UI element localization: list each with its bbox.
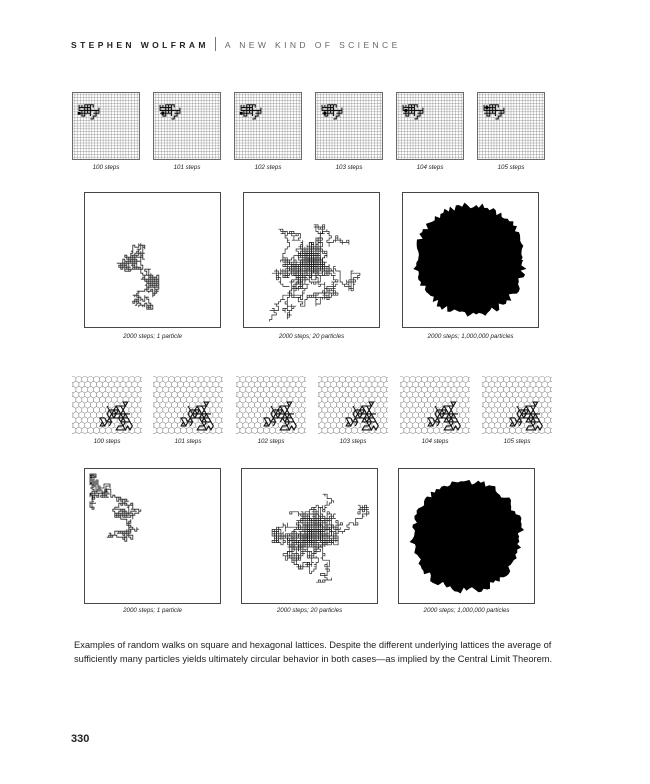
square-particles-panel-20-plot <box>243 192 380 328</box>
hex-step-panel-101-plot <box>153 376 223 434</box>
square-step-panel-101-label: 101 steps <box>173 164 201 171</box>
hex-particles-panel-1000000-plot <box>398 468 535 604</box>
hex-step-panel-105-label: 105 steps <box>503 438 531 445</box>
square-step-panel-102 <box>234 92 302 160</box>
hex-step-panel-100-label: 100 steps <box>93 438 121 445</box>
square-step-panel-102-label: 102 steps <box>254 164 282 171</box>
square-particles-panel-1 <box>84 192 221 328</box>
hex-step-panel-101-label: 101 steps <box>174 438 202 445</box>
hex-step-panel-100 <box>72 376 142 434</box>
hex-step-panel-103-plot <box>318 376 388 434</box>
square-step-panel-105-plot <box>477 92 545 160</box>
square-particles-panel-1000000-plot <box>402 192 539 328</box>
square-step-panel-100-plot <box>72 92 140 160</box>
square-step-panel-104-plot <box>396 92 464 160</box>
square-step-panel-101-plot <box>153 92 221 160</box>
header-author: STEPHEN WOLFRAM <box>71 40 209 50</box>
hex-step-panel-103 <box>318 376 388 434</box>
square-particles-panel-1-label: 2000 steps; 1 particle <box>123 333 182 340</box>
hex-step-panel-104-label: 104 steps <box>421 438 449 445</box>
hex-step-panel-103-label: 103 steps <box>339 438 367 445</box>
hex-particles-panel-20-plot <box>241 468 378 604</box>
square-step-panel-100 <box>72 92 140 160</box>
hex-particles-panel-1000000-label: 2000 steps; 1,000,000 particles <box>423 607 510 614</box>
page-number: 330 <box>71 733 90 745</box>
running-header <box>71 37 401 51</box>
square-step-panel-105-label: 105 steps <box>497 164 525 171</box>
square-particles-panel-20 <box>243 192 380 328</box>
header-divider <box>215 37 216 51</box>
hex-particles-panel-20-label: 2000 steps; 20 particles <box>276 607 343 614</box>
square-step-panel-104-label: 104 steps <box>416 164 444 171</box>
square-step-panel-105 <box>477 92 545 160</box>
square-step-panel-100-label: 100 steps <box>92 164 120 171</box>
square-particles-panel-1-plot <box>84 192 221 328</box>
hex-particles-panel-1-label: 2000 steps; 1 particle <box>123 607 182 614</box>
hex-step-panel-105 <box>482 376 552 434</box>
hex-step-panel-102 <box>236 376 306 434</box>
hex-step-panel-102-plot <box>236 376 306 434</box>
square-step-panel-103-plot <box>315 92 383 160</box>
hex-particles-panel-1-plot <box>84 468 221 604</box>
hex-step-panel-102-label: 102 steps <box>257 438 285 445</box>
square-particles-panel-1000000 <box>402 192 539 328</box>
hex-step-panel-105-plot <box>482 376 552 434</box>
square-particles-panel-20-label: 2000 steps; 20 particles <box>278 333 345 340</box>
hex-step-panel-104 <box>400 376 470 434</box>
hex-step-panel-104-plot <box>400 376 470 434</box>
square-step-panel-103-label: 103 steps <box>335 164 363 171</box>
square-step-panel-102-plot <box>234 92 302 160</box>
hex-particles-panel-1 <box>84 468 221 604</box>
hex-step-panel-100-plot <box>72 376 142 434</box>
hex-particles-panel-1000000 <box>398 468 535 604</box>
square-step-panel-101 <box>153 92 221 160</box>
header-book-title: A NEW KIND OF SCIENCE <box>224 40 401 50</box>
square-step-panel-104 <box>396 92 464 160</box>
square-particles-panel-1000000-label: 2000 steps; 1,000,000 particles <box>427 333 514 340</box>
hex-particles-panel-20 <box>241 468 378 604</box>
square-step-panel-103 <box>315 92 383 160</box>
hex-step-panel-101 <box>153 376 223 434</box>
figure-caption: Examples of random walks on square and hexagonal lattices. Despite the different underlying lattices the average of sufficiently many particles yields ultimately circular behavior in both cases—as implied by the Central Limit Theorem. <box>74 640 553 664</box>
